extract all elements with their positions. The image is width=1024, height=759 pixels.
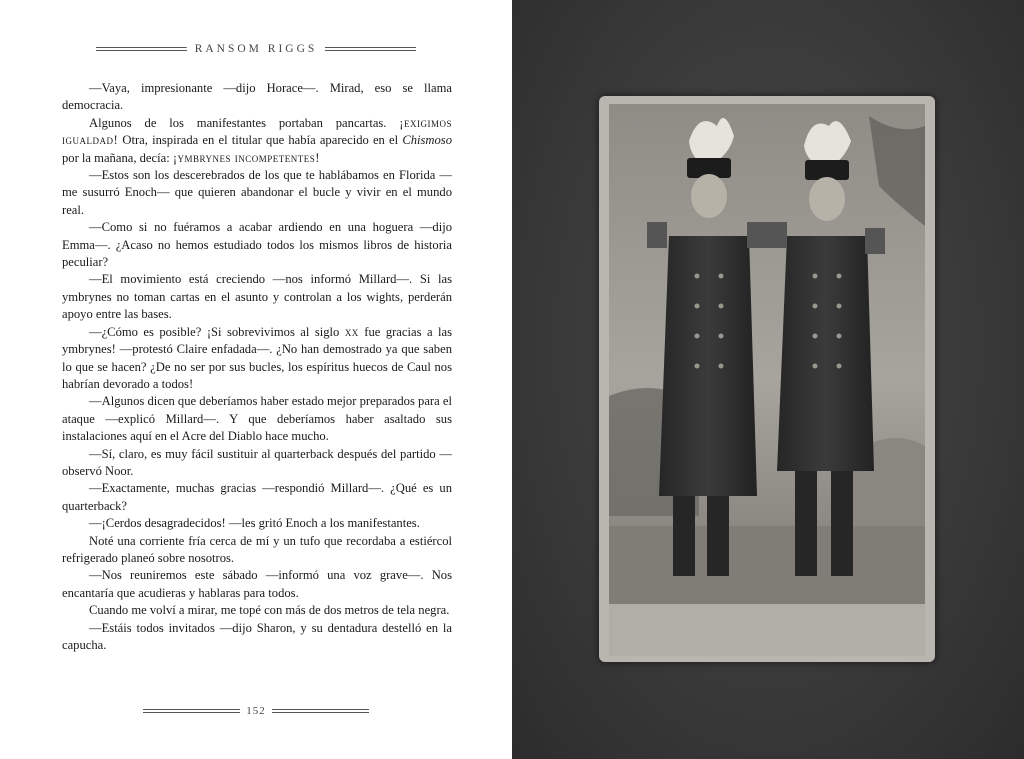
leg-right-1 [795, 471, 817, 576]
epaulette-left [647, 222, 667, 248]
leg-right-2 [831, 471, 853, 576]
page-number: 152 [246, 705, 266, 717]
leg-left-1 [673, 496, 695, 576]
paragraph: Algunos de los manifestantes portaban pancartas. ¡exigimos igualdad! Otra, inspirada en el titular que había aparecido en el Chismoso por la mañana, decía: ¡ymbrynes incompetentes! [62, 115, 452, 165]
leg-left-2 [707, 496, 729, 576]
header-rule-right [325, 46, 416, 52]
coat-left [659, 236, 757, 496]
paragraph: —Estos son los descerebrados de los que te hablábamos en Florida —me susurró Enoch— que quieren abandonar el bucle y vivir en el mundo real. [62, 168, 452, 217]
vintage-photograph [599, 96, 935, 662]
footer-rule-right [272, 708, 369, 714]
paragraph: —¡Cerdos desagradecidos! —les gritó Enoch a los manifestantes. [89, 516, 420, 531]
paragraph: Cuando me volví a mirar, me topé con más de dos metros de tela negra. [89, 603, 450, 618]
photograph-two-officers-icon [599, 96, 935, 662]
paragraph: —Vaya, impresionante —dijo Horace—. Mirad, eso se llama democracia. [62, 81, 452, 113]
footer-rule-left [143, 708, 240, 714]
paragraph: —Estáis todos invitados —dijo Sharon, y su dentadura destelló en la capucha. [62, 620, 452, 652]
header-rule-left [96, 46, 187, 52]
paragraph: —El movimiento está creciendo —nos informó Millard—. Si las ymbrynes no toman cartas en el asunto y controlan a los wights, perderán apoyo entre las bases. [62, 272, 452, 322]
paragraph: —Sí, claro, es muy fácil sustituir al quarterback después del partido —observó Noor. [62, 446, 452, 478]
card-mount-strip [609, 604, 925, 656]
paragraph: —Exactamente, muchas gracias —respondió Millard—. ¿Qué es un quarterback? [62, 481, 452, 513]
paragraph: Noté una corriente fría cerca de mí y un tufo que recordaba a estiércol refrigerado planeó sobre nosotros. [62, 533, 452, 565]
paragraph: —¿Cómo es posible? ¡Si sobrevivimos al siglo xx fue gracias a las ymbrynes! —protestó Claire enfadada—. ¿No han demostrado ya que saben lo que se hacen? ¿De no ser por sus bucles, los espíritus huecos de Caul nos habrían devorado a todos! [62, 324, 452, 391]
body-text [62, 80, 452, 654]
face-right [809, 177, 845, 221]
epaulette-right [767, 222, 787, 248]
face-left [691, 174, 727, 218]
page-footer [143, 704, 369, 718]
running-head: RANSOM RIGGS [194, 43, 318, 55]
paragraph: —Nos reuniremos este sábado —informó una voz grave—. Nos encantaría que acudieras y hablaras para todos. [62, 568, 452, 600]
coat-right [777, 236, 874, 471]
epaulette-left-2 [747, 222, 767, 248]
paragraph: —Como si no fuéramos a acabar ardiendo en una hoguera —dijo Emma—. ¿Acaso no hemos estudiado todos los mismos libros de historia peculiar? [62, 220, 452, 270]
paragraph: —Algunos dicen que deberíamos haber estado mejor preparados para el ataque —explicó Millard—. Y que deberíamos haber asaltado sus instalaciones aquí en el Acre del Diablo hace mucho. [62, 394, 452, 444]
running-header [96, 40, 416, 58]
photo-floor [609, 526, 925, 604]
epaulette-right-2 [865, 228, 885, 254]
